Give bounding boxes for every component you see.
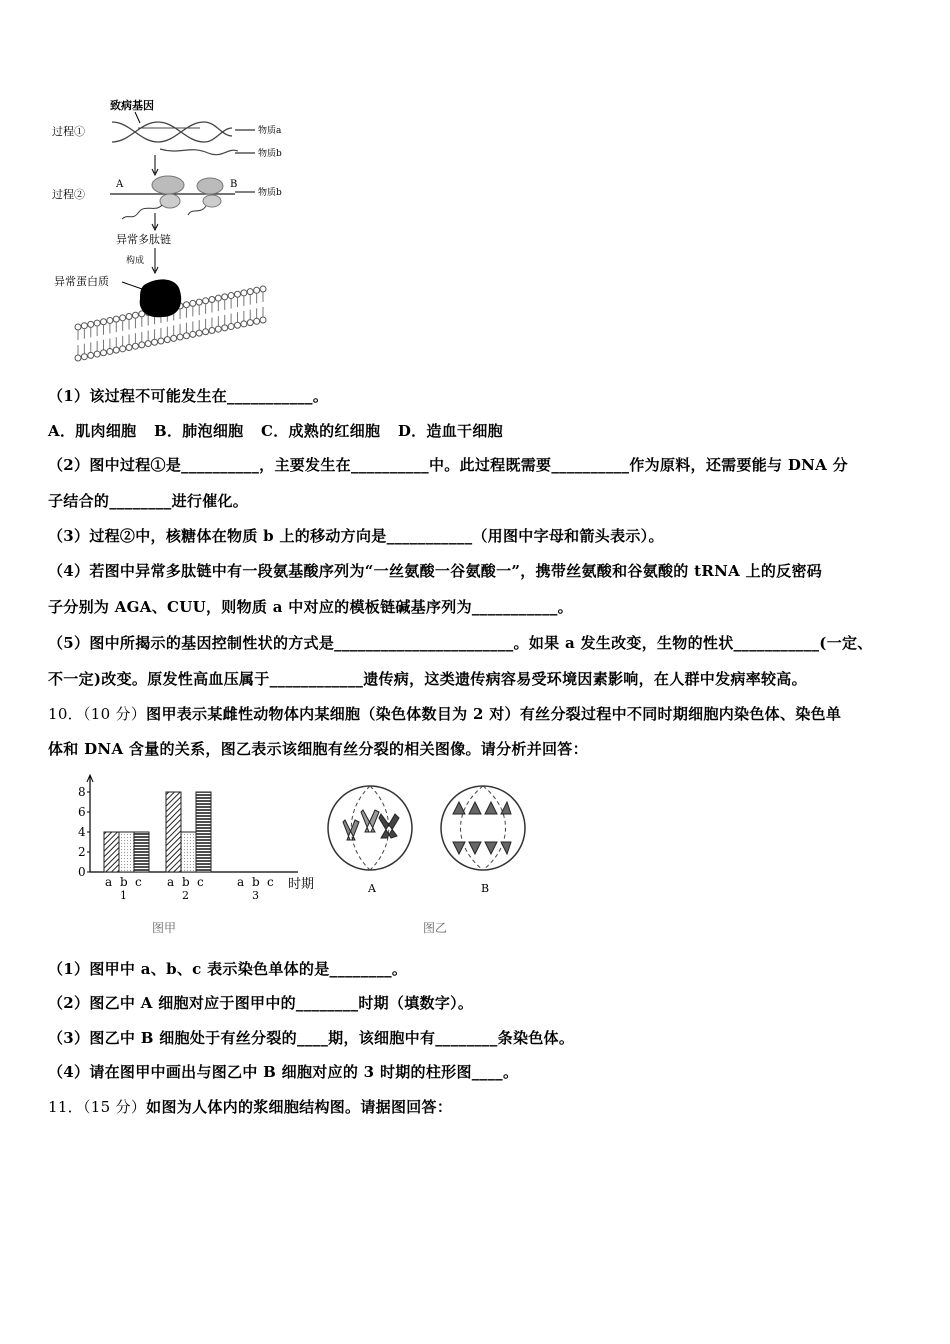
chart-bar-b-2 (181, 832, 196, 872)
substance-a-label: 物质a (258, 126, 282, 136)
q9-sub3: （3）过程②中，核糖体在物质 b 上的移动方向是___________（用图中字母和箭头表示）。 (48, 527, 664, 545)
q10-sub2: （2）图乙中 A 细胞对应于图甲中的________时期（填数字）。 (48, 994, 474, 1012)
process1-label: 过程① (52, 125, 85, 138)
abnormal-protein-blob (140, 279, 182, 317)
chart-bar-letter: c (135, 875, 142, 889)
chart-bar-a-1 (104, 832, 119, 872)
chart-jia (60, 770, 320, 940)
chart-bar-letter: a (237, 875, 245, 889)
chart-y-tick-label: 8 (78, 785, 86, 799)
abnormal-protein-label: 异常蛋白质 (54, 275, 109, 288)
q10-sub4: （4）请在图甲中画出与图乙中 B 细胞对应的 3 时期的柱形图____。 (48, 1063, 519, 1081)
chart-bar-b-1 (119, 832, 134, 872)
q10-sub3: （3）图乙中 B 细胞处于有丝分裂的____期，该细胞中有________条染色体。 (48, 1029, 575, 1047)
chart-y-tick-label: 4 (78, 825, 86, 839)
cell-a-label: A (368, 882, 376, 895)
chart-caption: 图甲 (152, 921, 177, 935)
q9-sub4-line1: （4）若图中异常多肽链中有一段氨基酸序列为“一丝氨酸一谷氨酸一”，携带丝氨酸和谷氨酸的 tRNA 上的反密码 (48, 562, 823, 580)
q11-text: 如图为人体内的浆细胞结构图。请据图回答： (146, 1098, 453, 1116)
mrna-strand (160, 149, 238, 155)
process2-label: 过程② (52, 188, 85, 201)
q10-text-2: 体和 DNA 含量的关系，图乙表示该细胞有丝分裂的相关图像。请分析并回答： (48, 740, 588, 758)
q9-sub5-line1: （5）图中所揭示的基因控制性状的方式是_______________________。如果 a 发生改变，生物的性状___________(一定、 (48, 634, 873, 652)
q9-sub2-line2: 子结合的________进行催化。 (48, 492, 249, 510)
abnormal-peptide-label: 异常多肽链 (116, 233, 171, 246)
ribosome-2 (197, 178, 223, 207)
cell-b (441, 786, 525, 870)
chart-y-tick-label: 0 (78, 865, 86, 879)
q9-sub5-line2: 不一定)改变。原发性高血压属于____________遗传病，这类遗传病容易受环境因素影响，在人群中发病率较高。 (48, 670, 807, 688)
fig-yi-caption: 图乙 (423, 921, 448, 935)
q11-header (48, 1096, 452, 1117)
compose-label: 构成 (126, 256, 145, 266)
chart-bar-letter: c (197, 875, 204, 889)
ribosome-1 (152, 176, 184, 208)
gene-expression-diagram (50, 95, 310, 365)
chart-bar-letter: b (252, 875, 260, 889)
chart-bar-c-1 (134, 832, 149, 872)
chromatids-top (453, 802, 511, 814)
chart-bar-a-2 (166, 792, 181, 872)
chart-y-tick-label: 2 (78, 845, 86, 859)
chart-y-tick-label: 6 (78, 805, 86, 819)
chromosome-a2 (361, 810, 379, 832)
q9-sub4-line2: 子分别为 AGA、CUU，则物质 a 中对应的模板链碱基序列为___________。 (48, 598, 573, 616)
chart-group-label: 2 (182, 889, 189, 902)
chart-bar-letter: a (105, 875, 113, 889)
cell-a (328, 786, 412, 870)
chart-bar-letter: b (182, 875, 190, 889)
q10-score: （10 分） (83, 705, 147, 723)
q10-sub1: （1）图甲中 a、b、c 表示染色单体的是________。 (48, 960, 408, 978)
chart-group-label: 3 (252, 889, 259, 902)
q10-header (48, 703, 841, 724)
q10-number: 10． (48, 705, 83, 723)
chromatids-bottom (453, 842, 511, 854)
chart-x-label: 时期 (288, 877, 315, 892)
q9-sub1: （1）该过程不可能发生在___________。 (48, 387, 329, 405)
q11-number: 11． (48, 1098, 83, 1116)
chart-bar-letter: c (267, 875, 274, 889)
q9-sub2-line1: （2）图中过程①是__________，主要发生在__________中。此过程既需要__________作为原料，还需要能与 DNA 分 (48, 456, 848, 474)
gene-label: 致病基因 (110, 99, 154, 112)
q9-options: A．肌肉细胞 B．肺泡细胞 C．成熟的红细胞 D．造血干细胞 (48, 422, 503, 440)
chart-bar-c-2 (196, 792, 211, 872)
substance-b-label-2: 物质b (258, 188, 282, 198)
chart-group-label: 1 (120, 889, 127, 902)
point-b-label: B (230, 179, 238, 190)
chart-bar-letter: b (120, 875, 128, 889)
chart-bar-letter: a (167, 875, 175, 889)
point-a-label: A (116, 179, 124, 190)
q10-text-1: 图甲表示某雌性动物体内某细胞（染色体数目为 2 对）有丝分裂过程中不同时期细胞内染色体、染色单 (146, 705, 842, 723)
cell-figures-yi (325, 770, 540, 940)
substance-b-label-1: 物质b (258, 149, 282, 159)
q11-score: （15 分） (83, 1098, 147, 1116)
cell-b-label: B (481, 882, 490, 895)
